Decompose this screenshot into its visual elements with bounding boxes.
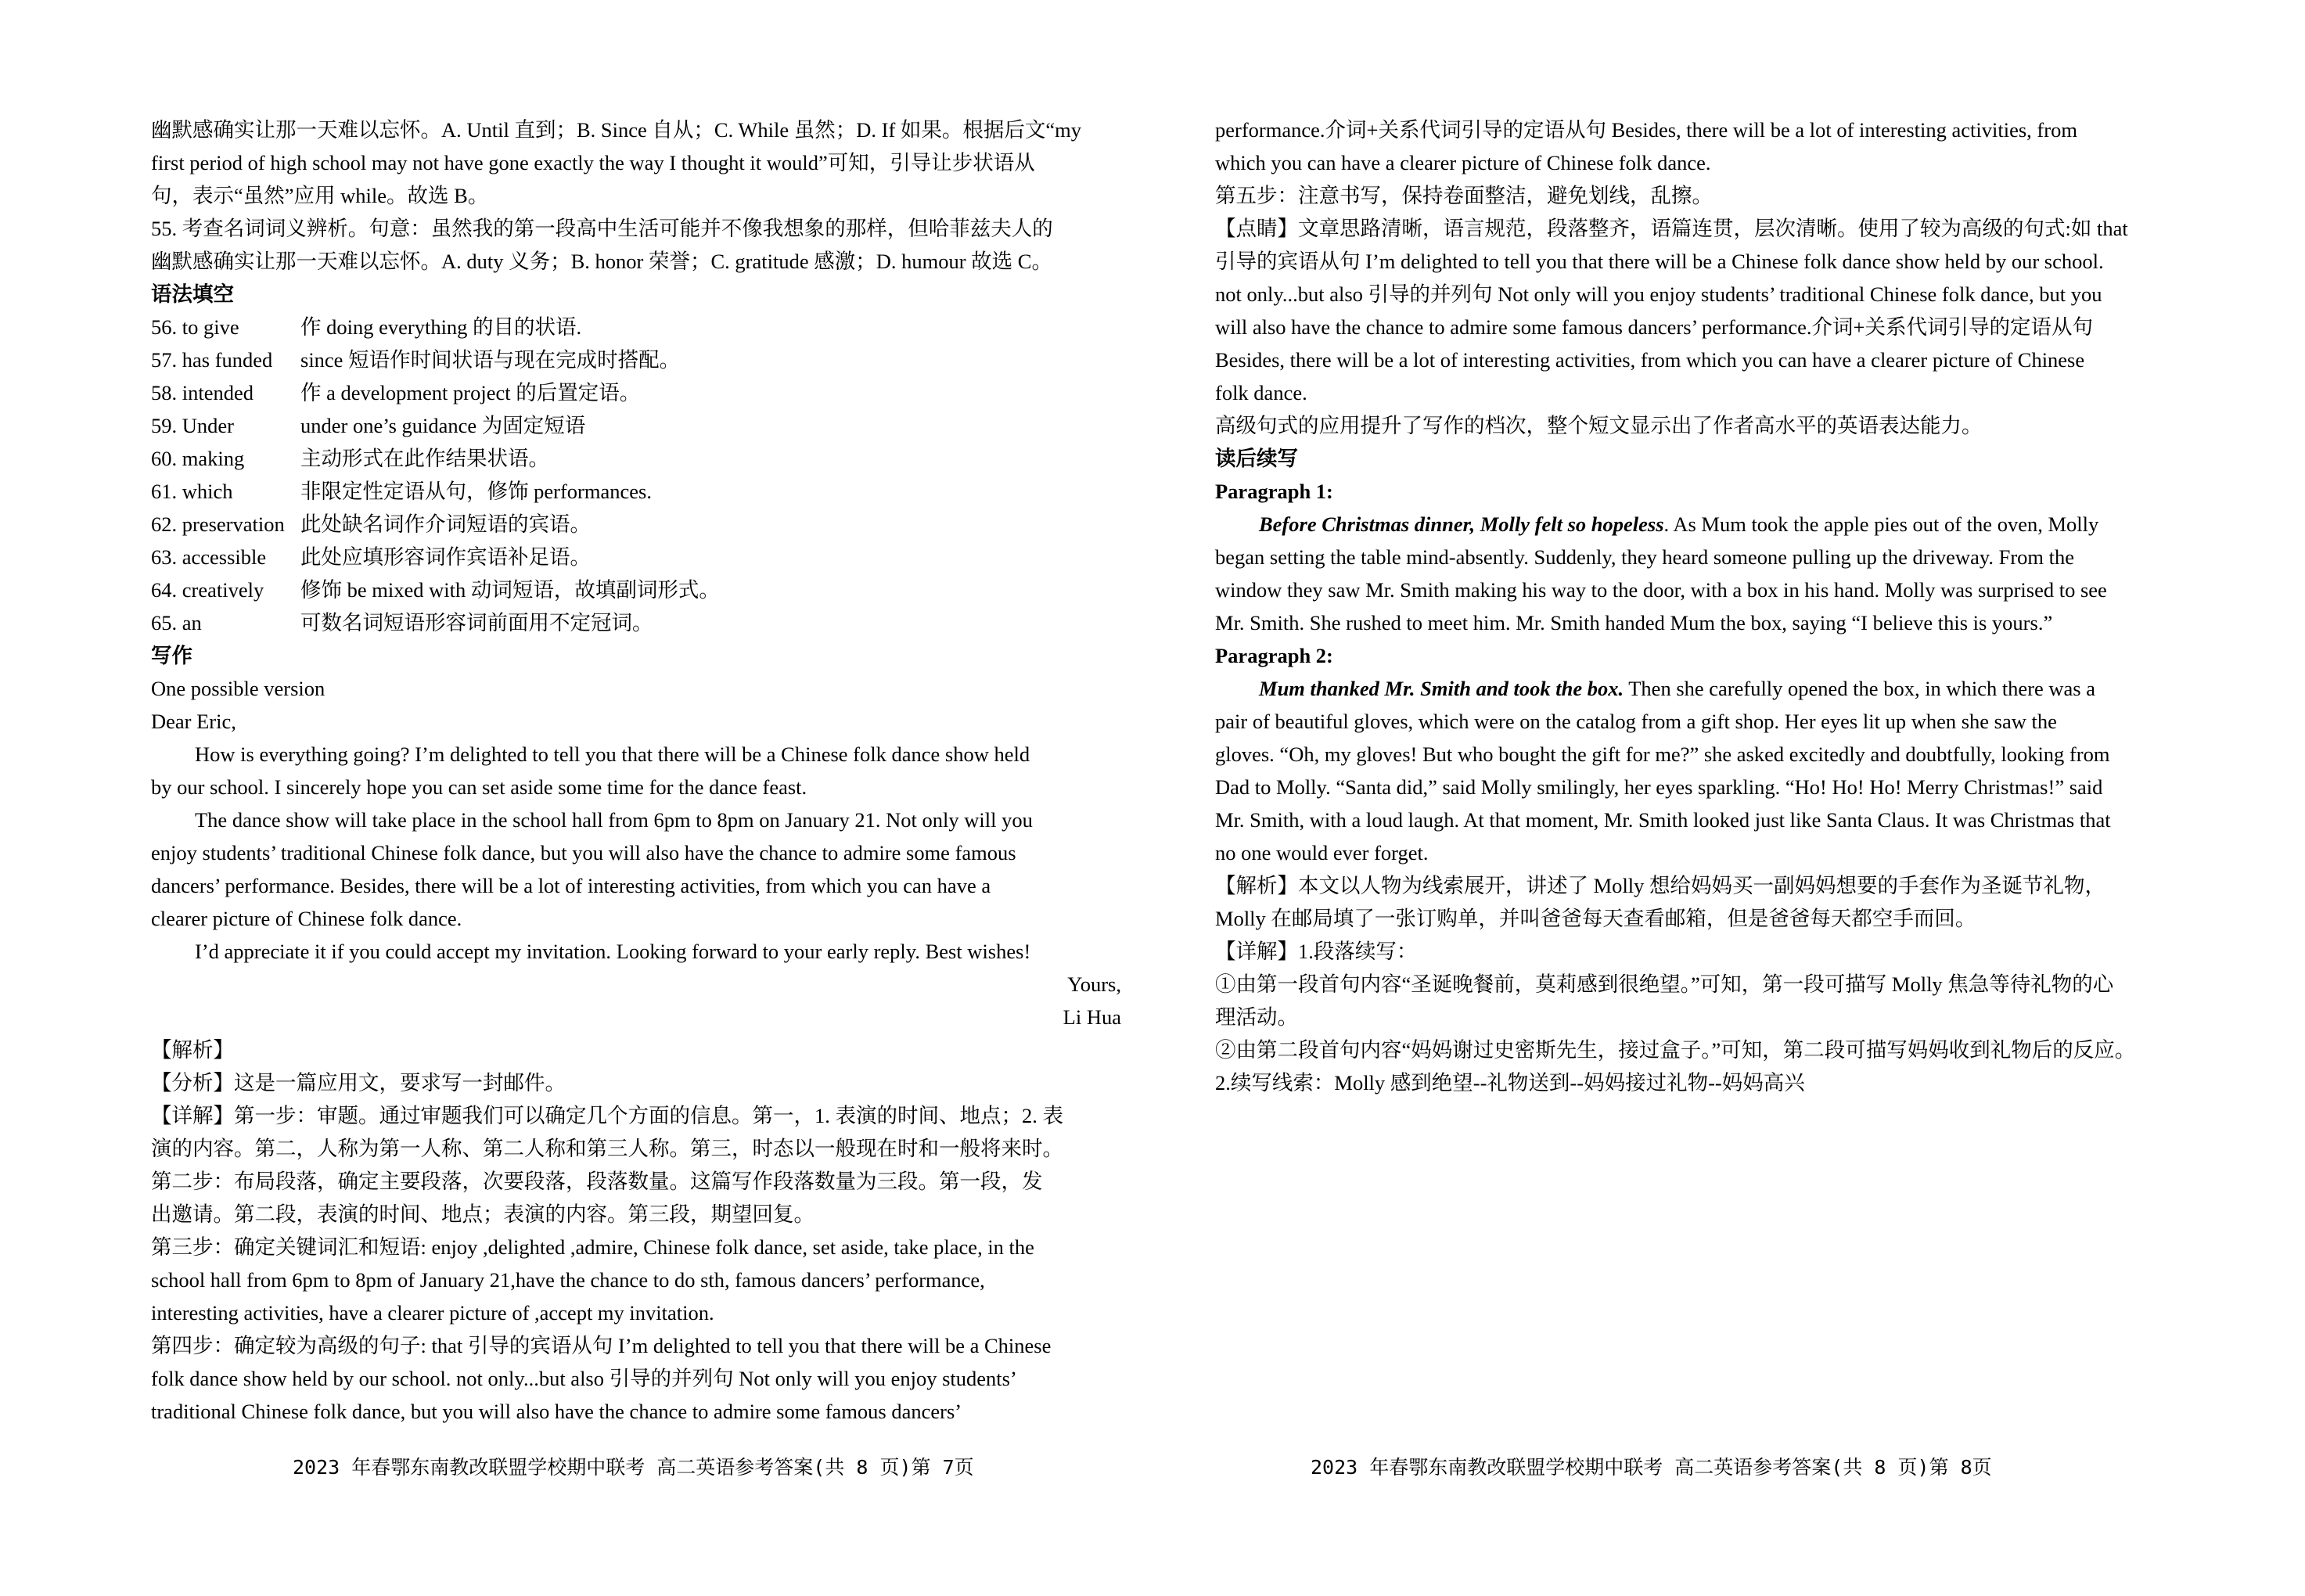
analysis-line: Molly 在邮局填了一张订购单，并叫爸爸每天查看邮箱，但是爸爸每天都空手而回。	[1215, 907, 1976, 930]
analysis-line: ②由第二段首句内容“妈妈谢过史密斯先生，接过盒子。”可知，第二段可描写妈妈收到礼物后的反应。	[1215, 1038, 2136, 1062]
grammar-answer: 64. creatively	[151, 578, 264, 602]
grammar-answer-row	[151, 311, 1121, 343]
grammar-explanation: 作 a development project 的后置定语。	[300, 381, 641, 404]
paragraph-1-label: Paragraph 1:	[1215, 480, 1333, 503]
paragraph-2-first-line	[1215, 672, 2185, 705]
analysis-line: 【详解】第一步：审题。通过审题我们可以确定几个方面的信息。第一，1. 表演的时间、地点；2. 表	[151, 1104, 1063, 1127]
analysis-line: ①由第一段首句内容“圣诞晚餐前，莫莉感到很绝望。”可知，第一段可描写 Molly 焦急等待礼物的心	[1215, 972, 2114, 996]
paragraph-line: no one would ever forget.	[1215, 841, 1429, 864]
grammar-answer: 65. an	[151, 611, 202, 634]
paragraph-1-first-line	[1215, 508, 2185, 541]
paragraph-2-lead: Mum thanked Mr. Smith and took the box.	[1259, 677, 1624, 700]
text-line: 引导的宾语从句 I’m delighted to tell you that there will be a Chinese folk dance show held by our school.	[1215, 250, 2104, 273]
grammar-answer-row	[151, 573, 1121, 606]
grammar-answer-row	[151, 343, 1121, 376]
continuation-heading: 读后续写	[1215, 447, 1298, 470]
text-line: 【点睛】文章思路清晰，语言规范，段落整齐，语篇连贯，层次清晰。使用了较为高级的句式:如 that	[1215, 217, 2128, 240]
letter-greeting: Dear Eric,	[151, 710, 236, 733]
grammar-explanation: 非限定性定语从句，修饰 performances.	[300, 480, 652, 503]
grammar-answer: 56. to give	[151, 315, 239, 339]
analysis-line: interesting activities, have a clearer picture of ,accept my invitation.	[151, 1301, 714, 1325]
grammar-answer-row	[151, 606, 1121, 639]
left-page	[151, 113, 1121, 1428]
analysis-line: 理活动。	[1215, 1005, 1298, 1029]
paragraph-2-label: Paragraph 2:	[1215, 644, 1333, 667]
letter-line: clearer picture of Chinese folk dance.	[151, 907, 462, 930]
grammar-answer-row	[151, 541, 1121, 573]
analysis-line: 第四步：确定较为高级的句子: that 引导的宾语从句 I’m delighted to tell you that there will be a Chinese	[151, 1334, 1052, 1357]
grammar-explanation: 作 doing everything 的目的状语.	[300, 315, 582, 339]
text-line: will also have the chance to admire some famous dancers’ performance.介词+关系代词引导的定语从句	[1215, 315, 2093, 339]
grammar-explanation: 此处应填形容词作宾语补足语。	[300, 545, 591, 569]
grammar-answer: 57. has funded	[151, 348, 273, 372]
grammar-answer-row	[151, 376, 1121, 409]
grammar-answer: 61. which	[151, 480, 233, 503]
grammar-explanation: 可数名词短语形容词前面用不定冠词。	[300, 611, 653, 634]
grammar-answer-list	[151, 311, 1121, 639]
grammar-answer-row	[151, 442, 1121, 475]
analysis-line: 【解析】本文以人物为线索展开，讲述了 Molly 想给妈妈买一副妈妈想要的手套作为圣诞节礼物，	[1215, 874, 2106, 897]
analysis-line: folk dance show held by our school. not only...but also 引导的并列句 Not only will you enjoy students’	[151, 1367, 1017, 1390]
writing-analysis	[151, 1033, 1121, 1428]
grammar-explanation: 此处缺名词作介词短语的宾语。	[300, 512, 591, 536]
letter-closing: Yours,	[1067, 972, 1121, 996]
letter-line: by our school. I sincerely hope you can set aside some time for the dance feast.	[151, 775, 807, 799]
writing-heading: 写作	[151, 644, 192, 667]
paragraph-line: window they saw Mr. Smith making his way to the door, with a box in his hand. Molly was surprised to see	[1215, 578, 2107, 602]
paragraph-2-body	[1215, 705, 2185, 869]
text-line: 句，表示“虽然”应用 while。故选 B。	[151, 184, 489, 207]
text-line: not only...but also 引导的并列句 Not only will you enjoy students’ traditional Chinese folk dance, but you	[1215, 282, 2102, 306]
paragraph-1-body	[1215, 541, 2185, 639]
text-line: Besides, there will be a lot of interesting activities, from which you can have a clearer picture of Chinese	[1215, 348, 2085, 372]
letter-line: enjoy students’ traditional Chinese folk dance, but you will also have the chance to admire some famous	[151, 841, 1016, 864]
grammar-heading: 语法填空	[151, 282, 234, 306]
text-line: first period of high school may not have gone exactly the way I thought it would”可知，引导让步状语从	[151, 151, 1035, 174]
grammar-explanation: 修饰 be mixed with 动词短语，故填副词形式。	[300, 578, 720, 602]
analysis-line: 【详解】1.段落续写：	[1215, 940, 1418, 963]
answer-explanation-block	[151, 113, 1121, 278]
grammar-explanation: 主动形式在此作结果状语。	[300, 447, 549, 470]
text-line: folk dance.	[1215, 381, 1307, 404]
paragraph-line: began setting the table mind-absently. Suddenly, they heard someone pulling up the driveway. From the	[1215, 545, 2075, 569]
paragraph-line: Dad to Molly. “Santa did,” said Molly smilingly, her eyes sparkling. “Ho! Ho! Ho! Merry Christmas!” said	[1215, 775, 2103, 799]
text-line: 高级句式的应用提升了写作的档次，整个短文显示出了作者高水平的英语表达能力。	[1215, 414, 1983, 437]
text-line: 第五步：注意书写，保持卷面整洁，避免划线，乱擦。	[1215, 184, 1713, 207]
grammar-answer: 63. accessible	[151, 545, 267, 569]
paragraph-line: gloves. “Oh, my gloves! But who bought the gift for me?” she asked excitedly and doubtfully, looking from	[1215, 742, 2110, 766]
grammar-answer-row	[151, 475, 1121, 508]
text-line: which you can have a clearer picture of Chinese folk dance.	[1215, 151, 1711, 174]
grammar-answer-row	[151, 508, 1121, 541]
letter-line: The dance show will take place in the school hall from 6pm to 8pm on January 21. Not only will you	[195, 808, 1033, 832]
version-label: One possible version	[151, 677, 325, 700]
analysis-line: school hall from 6pm to 8pm of January 21,have the chance to do sth, famous dancers’ performance,	[151, 1268, 985, 1292]
analysis-line: 【解析】	[151, 1038, 234, 1062]
grammar-answer: 59. Under	[151, 414, 234, 437]
text-line: 幽默感确实让那一天难以忘怀。A. duty 义务；B. honor 荣誉；C. gratitude 感激；D. humour 故选 C。	[151, 250, 1052, 273]
letter-body	[151, 738, 1121, 968]
analysis-line: 出邀请。第二段，表演的时间、地点；表演的内容。第三段，期望回复。	[151, 1202, 814, 1226]
paragraph-2-rest: Then she carefully opened the box, in which there was a	[1624, 677, 2096, 700]
analysis-line: 演的内容。第二，人称为第一人称、第二人称和第三人称。第三，时态以一般现在时和一般将来时。	[151, 1137, 1063, 1160]
text-line: performance.介词+关系代词引导的定语从句 Besides, there will be a lot of interesting activities, from	[1215, 118, 2077, 142]
writing-analysis-continued	[1215, 113, 2185, 442]
grammar-explanation: under one’s guidance 为固定短语	[300, 414, 586, 437]
page-footer-left: 2023 年春鄂东南教改联盟学校期中联考 高二英语参考答案(共 8 页)第 7页	[293, 1456, 974, 1479]
letter-line: dancers’ performance. Besides, there will be a lot of interesting activities, from which you can have a	[151, 874, 991, 897]
grammar-answer: 58. intended	[151, 381, 254, 404]
paragraph-line: pair of beautiful gloves, which were on the catalog from a gift shop. Her eyes lit up when she saw the	[1215, 710, 2057, 733]
letter-line: How is everything going? I’m delighted to tell you that there will be a Chinese folk dance show held	[195, 742, 1030, 766]
paragraph-1-lead: Before Christmas dinner, Molly felt so hopeless	[1259, 512, 1664, 536]
analysis-line: 2.续写线索：Molly 感到绝望--礼物送到--妈妈接过礼物--妈妈高兴	[1215, 1071, 1805, 1095]
paragraph-line: Mr. Smith, with a loud laugh. At that moment, Mr. Smith looked just like Santa Claus. It was Christmas that	[1215, 808, 2111, 832]
continuation-analysis	[1215, 869, 2185, 1099]
analysis-line: 【分析】这是一篇应用文，要求写一封邮件。	[151, 1071, 566, 1095]
text-line: 幽默感确实让那一天难以忘怀。A. Until 直到；B. Since 自从；C. While 虽然；D. If 如果。根据后文“my	[151, 118, 1082, 142]
letter-signature: Li Hua	[1063, 1005, 1121, 1029]
grammar-answer-row	[151, 409, 1121, 442]
analysis-line: traditional Chinese folk dance, but you will also have the chance to admire some famous dancers’	[151, 1400, 962, 1423]
page-footer-right: 2023 年春鄂东南教改联盟学校期中联考 高二英语参考答案(共 8 页)第 8页	[1311, 1456, 1992, 1479]
grammar-answer: 60. making	[151, 447, 245, 470]
right-page	[1215, 113, 2185, 1099]
analysis-line: 第二步：布局段落，确定主要段落，次要段落，段落数量。这篇写作段落数量为三段。第一段，发	[151, 1170, 1043, 1193]
grammar-explanation: since 短语作时间状语与现在完成时搭配。	[300, 348, 681, 372]
text-line: 55. 考查名词词义辨析。句意：虽然我的第一段高中生活可能并不像我想象的那样，但哈菲兹夫人的	[151, 217, 1053, 240]
grammar-answer: 62. preservation	[151, 512, 285, 536]
letter-line: I’d appreciate it if you could accept my invitation. Looking forward to your early reply. Best wishes!	[195, 940, 1031, 963]
analysis-line: 第三步：确定关键词汇和短语: enjoy ,delighted ,admire, Chinese folk dance, set aside, take place, in the	[151, 1235, 1034, 1259]
paragraph-line: Mr. Smith. She rushed to meet him. Mr. Smith handed Mum the box, saying “I believe this is yours.”	[1215, 611, 2053, 634]
paragraph-1-rest: . As Mum took the apple pies out of the oven, Molly	[1663, 512, 2099, 536]
